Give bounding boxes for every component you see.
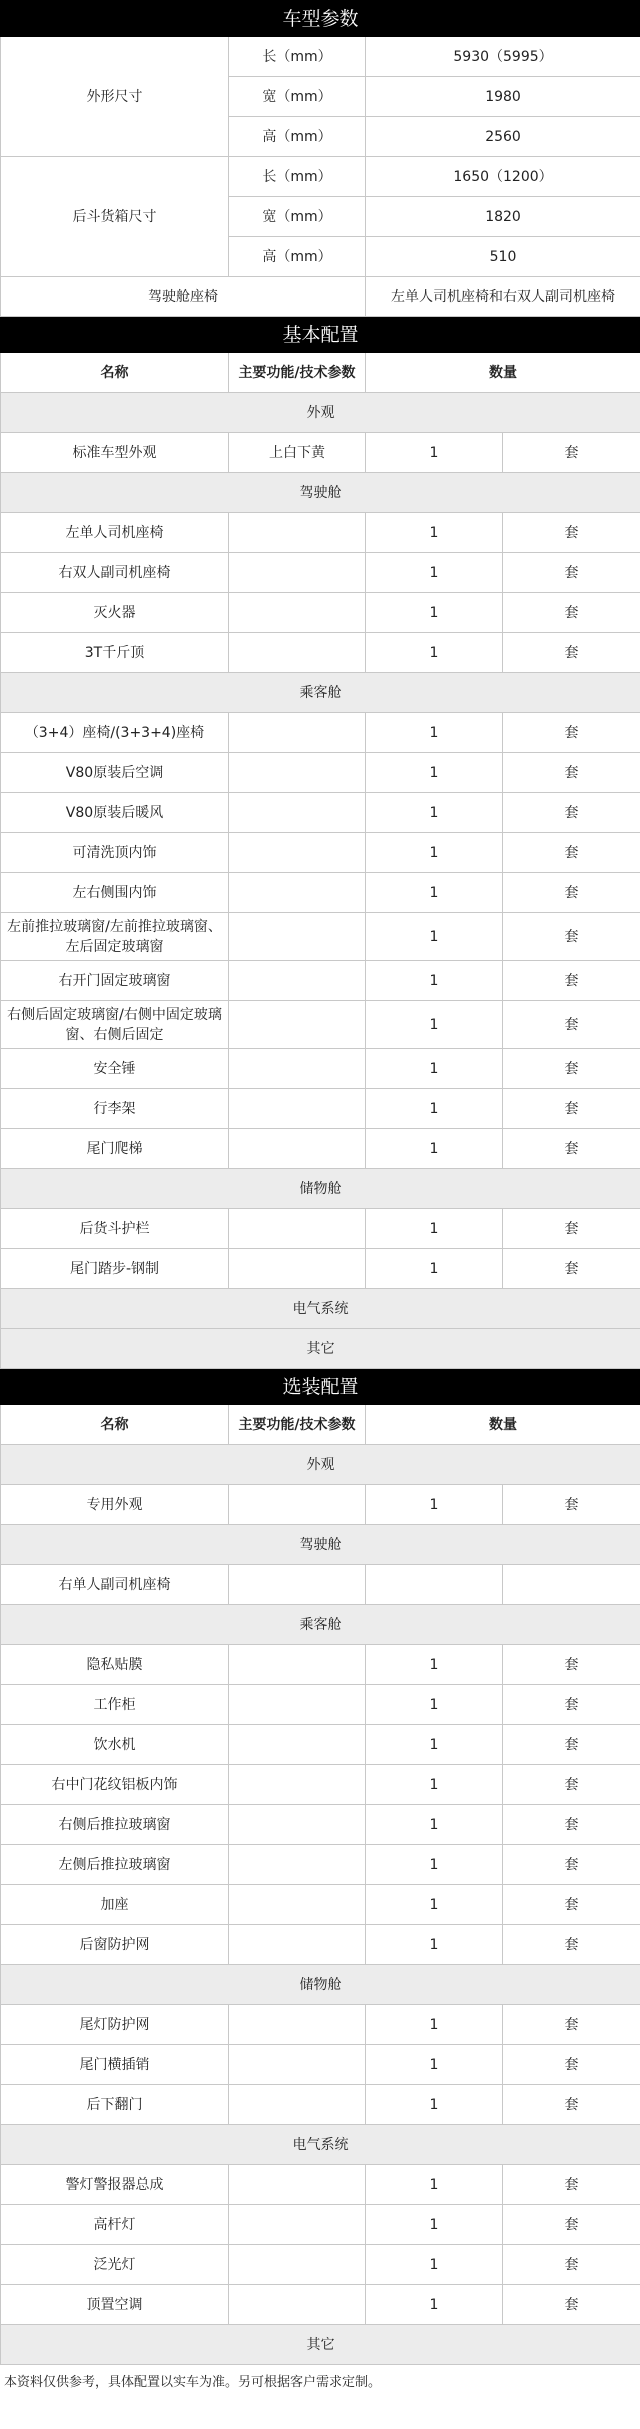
outer-size-row [1, 37, 640, 77]
item-function [229, 553, 366, 593]
item-quantity: 1 [366, 1129, 503, 1169]
item-unit: 套 [503, 713, 640, 753]
item-function [229, 2285, 366, 2325]
item-function [229, 1885, 366, 1925]
item-function [229, 1805, 366, 1845]
item-quantity: 1 [366, 1001, 503, 1049]
item-quantity: 1 [366, 2165, 503, 2205]
item-quantity: 1 [366, 913, 503, 961]
item-name: 左右侧围内饰 [1, 873, 229, 913]
item-unit: 套 [503, 1885, 640, 1925]
category-label: 乘客舱 [1, 1605, 640, 1645]
item-quantity: 1 [366, 2285, 503, 2325]
item-unit [503, 1565, 640, 1605]
item-name: 尾灯防护网 [1, 2005, 229, 2045]
table-row [1, 873, 640, 913]
category-label: 储物舱 [1, 1965, 640, 2005]
item-name: 后货斗护栏 [1, 1209, 229, 1249]
item-quantity: 1 [366, 1485, 503, 1525]
category-label: 驾驶舱 [1, 1525, 640, 1565]
item-unit: 套 [503, 1685, 640, 1725]
item-function [229, 753, 366, 793]
item-quantity: 1 [366, 2245, 503, 2285]
item-name: 右单人副司机座椅 [1, 1565, 229, 1605]
item-quantity: 1 [366, 513, 503, 553]
item-quantity: 1 [366, 2045, 503, 2085]
cargo-length-value: 1650（1200） [366, 157, 640, 197]
item-name: 右侧后固定玻璃窗/右侧中固定玻璃窗、右侧后固定 [1, 1001, 229, 1049]
outer-width-label: 宽（mm） [229, 77, 366, 117]
item-quantity: 1 [366, 2085, 503, 2125]
item-function: 上白下黄 [229, 433, 366, 473]
cargo-size-row [1, 157, 640, 197]
item-unit: 套 [503, 2165, 640, 2205]
item-unit: 套 [503, 1249, 640, 1289]
table-row [1, 433, 640, 473]
item-function [229, 1765, 366, 1805]
category-row [1, 1965, 640, 2005]
item-function [229, 833, 366, 873]
item-name: 饮水机 [1, 1725, 229, 1765]
item-function [229, 1049, 366, 1089]
item-name: 工作柜 [1, 1685, 229, 1725]
item-name: 标准车型外观 [1, 433, 229, 473]
item-function [229, 2205, 366, 2245]
item-name: 隐私贴膜 [1, 1645, 229, 1685]
item-function [229, 1209, 366, 1249]
outer-height-label: 高（mm） [229, 117, 366, 157]
cargo-height-label: 高（mm） [229, 237, 366, 277]
item-unit: 套 [503, 1129, 640, 1169]
table-row [1, 2045, 640, 2085]
table-row [1, 553, 640, 593]
outer-width-value: 1980 [366, 77, 640, 117]
item-unit: 套 [503, 2085, 640, 2125]
table-row [1, 1685, 640, 1725]
item-function [229, 913, 366, 961]
item-unit: 套 [503, 793, 640, 833]
item-name: V80原装后暖风 [1, 793, 229, 833]
cargo-width-value: 1820 [366, 197, 640, 237]
item-quantity: 1 [366, 961, 503, 1001]
item-unit: 套 [503, 2285, 640, 2325]
item-quantity: 1 [366, 1845, 503, 1885]
item-function [229, 1725, 366, 1765]
item-unit: 套 [503, 1805, 640, 1845]
item-unit: 套 [503, 1645, 640, 1685]
item-name: 安全锤 [1, 1049, 229, 1089]
table-row [1, 1645, 640, 1685]
outer-size-label: 外形尺寸 [1, 37, 229, 157]
category-row [1, 1329, 640, 1369]
cab-seat-value: 左单人司机座椅和右双人副司机座椅 [366, 277, 640, 317]
table-row [1, 1845, 640, 1885]
optional-config-title: 选装配置 [1, 1369, 640, 1405]
item-function [229, 1485, 366, 1525]
item-name: （3+4）座椅/(3+3+4)座椅 [1, 713, 229, 753]
basic-config-col-quantity: 数量 [366, 353, 640, 393]
table-row [1, 593, 640, 633]
item-name: 右开门固定玻璃窗 [1, 961, 229, 1001]
optional-config-col-quantity: 数量 [366, 1405, 640, 1445]
table-row [1, 2245, 640, 2285]
item-name: 高杆灯 [1, 2205, 229, 2245]
item-unit: 套 [503, 1049, 640, 1089]
category-label: 驾驶舱 [1, 473, 640, 513]
vehicle-params-header [1, 1, 640, 37]
item-function [229, 513, 366, 553]
item-name: 左侧后推拉玻璃窗 [1, 1845, 229, 1885]
optional-config-header [1, 1369, 640, 1405]
category-label: 外观 [1, 393, 640, 433]
table-row [1, 1001, 640, 1049]
item-name: 后下翻门 [1, 2085, 229, 2125]
item-unit: 套 [503, 1845, 640, 1885]
cab-seat-label: 驾驶舱座椅 [1, 277, 366, 317]
table-row [1, 2005, 640, 2045]
item-unit: 套 [503, 2045, 640, 2085]
item-unit: 套 [503, 593, 640, 633]
item-function [229, 1685, 366, 1725]
table-row [1, 713, 640, 753]
item-unit: 套 [503, 913, 640, 961]
category-label: 电气系统 [1, 1289, 640, 1329]
item-unit: 套 [503, 833, 640, 873]
item-quantity: 1 [366, 553, 503, 593]
table-row [1, 513, 640, 553]
basic-config-col-name: 名称 [1, 353, 229, 393]
item-quantity: 1 [366, 1725, 503, 1765]
item-function [229, 1249, 366, 1289]
optional-config-col-name: 名称 [1, 1405, 229, 1445]
item-quantity: 1 [366, 873, 503, 913]
item-quantity: 1 [366, 2005, 503, 2045]
cargo-length-label: 长（mm） [229, 157, 366, 197]
item-name: 可清洗顶内饰 [1, 833, 229, 873]
vehicle-params-title: 车型参数 [1, 1, 640, 37]
table-row [1, 2205, 640, 2245]
item-name: 左前推拉玻璃窗/左前推拉玻璃窗、左后固定玻璃窗 [1, 913, 229, 961]
item-unit: 套 [503, 2205, 640, 2245]
cargo-size-label: 后斗货箱尺寸 [1, 157, 229, 277]
item-unit: 套 [503, 2005, 640, 2045]
item-name: V80原装后空调 [1, 753, 229, 793]
item-name: 加座 [1, 1885, 229, 1925]
category-row [1, 1605, 640, 1645]
item-quantity: 1 [366, 1805, 503, 1845]
item-quantity: 1 [366, 833, 503, 873]
table-row [1, 1209, 640, 1249]
item-name: 专用外观 [1, 1485, 229, 1525]
category-row [1, 473, 640, 513]
item-unit: 套 [503, 553, 640, 593]
item-function [229, 593, 366, 633]
table-row [1, 753, 640, 793]
table-row [1, 1925, 640, 1965]
optional-config-col-function: 主要功能/技术参数 [229, 1405, 366, 1445]
basic-config-col-function: 主要功能/技术参数 [229, 353, 366, 393]
item-quantity: 1 [366, 433, 503, 473]
item-quantity: 1 [366, 1049, 503, 1089]
item-function [229, 2045, 366, 2085]
item-unit: 套 [503, 1765, 640, 1805]
item-function [229, 633, 366, 673]
table-row [1, 2085, 640, 2125]
item-name: 顶置空调 [1, 2285, 229, 2325]
item-function [229, 793, 366, 833]
optional-config-column-headers [1, 1405, 640, 1445]
item-quantity: 1 [366, 1765, 503, 1805]
item-function [229, 1001, 366, 1049]
item-unit: 套 [503, 2245, 640, 2285]
table-row [1, 1089, 640, 1129]
cab-seat-row [1, 277, 640, 317]
item-function [229, 1565, 366, 1605]
item-unit: 套 [503, 1209, 640, 1249]
category-row [1, 2325, 640, 2365]
item-function [229, 1089, 366, 1129]
item-quantity: 1 [366, 1925, 503, 1965]
category-label: 电气系统 [1, 2125, 640, 2165]
item-quantity: 1 [366, 2205, 503, 2245]
item-function [229, 961, 366, 1001]
item-unit: 套 [503, 753, 640, 793]
item-name: 右双人副司机座椅 [1, 553, 229, 593]
category-label: 其它 [1, 1329, 640, 1369]
basic-config-title: 基本配置 [1, 317, 640, 353]
item-quantity: 1 [366, 753, 503, 793]
item-quantity: 1 [366, 1249, 503, 1289]
table-row [1, 913, 640, 961]
item-unit: 套 [503, 1001, 640, 1049]
category-label: 外观 [1, 1445, 640, 1485]
item-name: 尾门爬梯 [1, 1129, 229, 1169]
item-unit: 套 [503, 961, 640, 1001]
table-row [1, 1725, 640, 1765]
item-function [229, 2165, 366, 2205]
category-row [1, 673, 640, 713]
item-quantity: 1 [366, 593, 503, 633]
item-unit: 套 [503, 633, 640, 673]
table-row [1, 1249, 640, 1289]
item-function [229, 1925, 366, 1965]
item-unit: 套 [503, 1485, 640, 1525]
item-unit: 套 [503, 1725, 640, 1765]
item-name: 右侧后推拉玻璃窗 [1, 1805, 229, 1845]
item-quantity: 1 [366, 1685, 503, 1725]
basic-config-header [1, 317, 640, 353]
category-label: 乘客舱 [1, 673, 640, 713]
outer-height-value: 2560 [366, 117, 640, 157]
footnote: 本资料仅供参考，具体配置以实车为准。另可根据客户需求定制。 [4, 2375, 382, 2390]
category-row [1, 1525, 640, 1565]
item-unit: 套 [503, 513, 640, 553]
cargo-height-value: 510 [366, 237, 640, 277]
item-quantity: 1 [366, 1089, 503, 1129]
category-row [1, 1445, 640, 1485]
item-name: 灭火器 [1, 593, 229, 633]
category-row [1, 1169, 640, 1209]
item-name: 警灯警报器总成 [1, 2165, 229, 2205]
table-row [1, 633, 640, 673]
category-label: 其它 [1, 2325, 640, 2365]
table-row [1, 1565, 640, 1605]
table-row [1, 1805, 640, 1845]
outer-length-value: 5930（5995） [366, 37, 640, 77]
item-function [229, 1845, 366, 1885]
item-function [229, 873, 366, 913]
item-name: 左单人司机座椅 [1, 513, 229, 553]
item-function [229, 1129, 366, 1169]
item-quantity: 1 [366, 633, 503, 673]
item-name: 尾门横插销 [1, 2045, 229, 2085]
item-name: 右中门花纹铝板内饰 [1, 1765, 229, 1805]
table-row [1, 1049, 640, 1089]
table-row [1, 833, 640, 873]
item-unit: 套 [503, 1089, 640, 1129]
cargo-width-label: 宽（mm） [229, 197, 366, 237]
table-row [1, 793, 640, 833]
item-function [229, 713, 366, 753]
item-name: 3T千斤顶 [1, 633, 229, 673]
category-row [1, 1289, 640, 1329]
item-name: 泛光灯 [1, 2245, 229, 2285]
item-unit: 套 [503, 433, 640, 473]
category-label: 储物舱 [1, 1169, 640, 1209]
item-quantity: 1 [366, 713, 503, 753]
item-function [229, 2085, 366, 2125]
category-row [1, 2125, 640, 2165]
table-row [1, 1765, 640, 1805]
item-unit: 套 [503, 1925, 640, 1965]
basic-config-column-headers [1, 353, 640, 393]
outer-length-label: 长（mm） [229, 37, 366, 77]
item-quantity: 1 [366, 1885, 503, 1925]
table-row [1, 2165, 640, 2205]
item-function [229, 1645, 366, 1685]
item-function [229, 2245, 366, 2285]
table-row [1, 1129, 640, 1169]
table-row [1, 1885, 640, 1925]
item-quantity: 1 [366, 1209, 503, 1249]
item-quantity [366, 1565, 503, 1605]
table-row [1, 1485, 640, 1525]
item-name: 尾门踏步-钢制 [1, 1249, 229, 1289]
item-quantity: 1 [366, 793, 503, 833]
item-name: 行李架 [1, 1089, 229, 1129]
item-function [229, 2005, 366, 2045]
item-name: 后窗防护网 [1, 1925, 229, 1965]
table-row [1, 961, 640, 1001]
item-unit: 套 [503, 873, 640, 913]
item-quantity: 1 [366, 1645, 503, 1685]
category-row [1, 393, 640, 433]
table-row [1, 2285, 640, 2325]
